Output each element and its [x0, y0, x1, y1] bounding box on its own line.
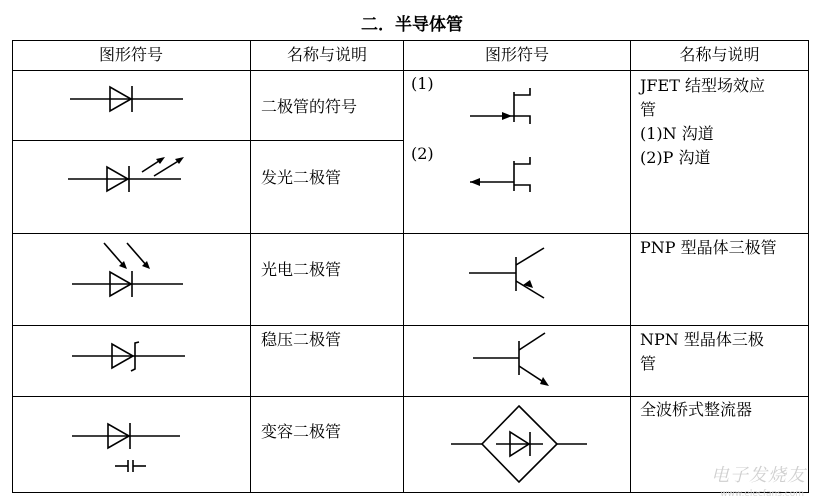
watermark-url: www.elecfans.com — [720, 489, 804, 499]
bridge-description: 全波桥式整流器 — [640, 400, 753, 419]
photodiode-symbol-icon — [72, 243, 183, 297]
header-symbol-right: 图形符号 — [484, 45, 549, 64]
row-name-led: 发光二极管 — [261, 168, 342, 187]
diode-symbol-icon — [70, 86, 183, 112]
row-name-zener: 稳压二极管 — [261, 330, 342, 349]
jfet-line-2: 管 — [640, 100, 657, 119]
jfet-line-3: (1)N 沟道 — [640, 124, 714, 143]
zener-diode-symbol-icon — [72, 342, 185, 371]
pnp-description: PNP 型晶体三极管 — [640, 238, 777, 257]
led-symbol-icon — [68, 159, 181, 192]
led-arrows — [156, 157, 184, 164]
row-name-varactor: 变容二极管 — [261, 422, 342, 441]
header-name-right: 名称与说明 — [679, 45, 760, 64]
pnp-transistor-symbol-icon — [469, 248, 544, 298]
npn-line-2: 管 — [640, 354, 657, 373]
jfet-description — [640, 74, 765, 170]
row-name-photodiode: 光电二极管 — [261, 260, 342, 279]
npn-description — [640, 328, 764, 376]
bridge-rectifier-symbol-icon — [451, 406, 587, 482]
jfet-label-1: (1) — [411, 74, 434, 93]
jfet-line-4: (2)P 沟道 — [640, 148, 711, 167]
header-name-left: 名称与说明 — [286, 45, 367, 64]
header-symbol-left: 图形符号 — [98, 45, 163, 64]
jfet-label-2: (2) — [411, 144, 434, 163]
row-name-diode: 二极管的符号 — [261, 97, 358, 116]
jfet-line-1: JFET 结型场效应 — [640, 76, 765, 95]
npn-line-1: NPN 型晶体三极 — [640, 330, 764, 349]
page-title: 二．半导体管 — [361, 15, 463, 35]
varactor-diode-symbol-icon — [72, 423, 180, 472]
jfet-symbol-icon — [470, 88, 530, 192]
npn-transistor-symbol-icon — [473, 333, 545, 383]
watermark-logo: 电子发烧友 — [711, 465, 806, 486]
